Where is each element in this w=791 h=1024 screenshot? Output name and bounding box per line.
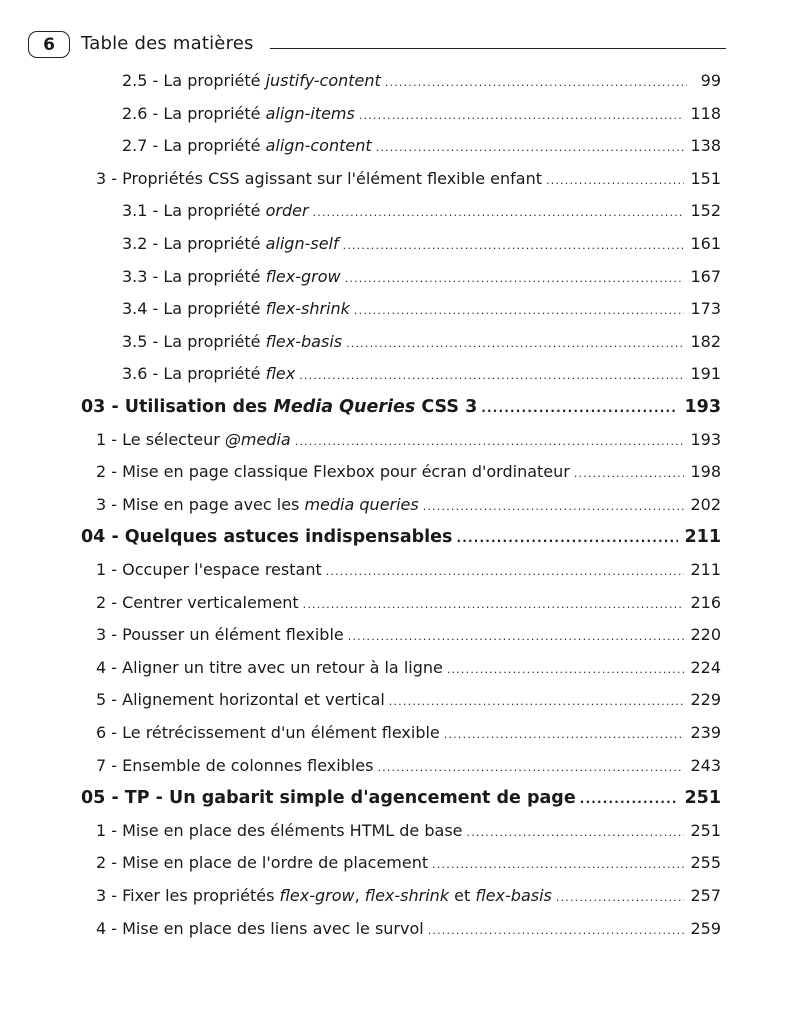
toc-entry-title-part: 3.3 - La propriété [122,266,266,286]
toc-entry[interactable] [96,593,721,617]
header-rule [270,48,726,49]
toc-entry-title [96,560,322,579]
page-number-badge: 6 [28,31,70,58]
toc-entry-title-italic: align-items [265,103,355,123]
toc-entry-title [96,462,570,481]
toc-entry[interactable] [96,919,721,943]
toc-page-number: 243 [690,755,721,775]
toc-entry-title [96,853,428,872]
toc-dot-leader [326,565,685,578]
toc-entry-title-italic: @media [224,429,291,449]
toc-entry-title-part: 05 - TP - Un gabarit simple d'agencement de page [81,788,576,809]
toc-page-number: 193 [684,397,721,417]
toc-dot-leader [580,792,679,806]
toc-page-number: 259 [690,918,721,938]
toc-entry-title-part: 1 - Le sélecteur [96,429,225,449]
toc-entry[interactable] [96,430,721,454]
toc-dot-leader [343,239,685,252]
toc-dot-leader [481,401,678,415]
toc-dot-leader [303,598,685,611]
toc-dot-leader [447,663,685,676]
toc-page-number: 167 [690,266,721,286]
toc-entry-title-italic: align-content [265,136,372,156]
toc-dot-leader [295,435,685,448]
toc-entry-title-part: 2.5 - La propriété [122,71,266,90]
toc-entry-title [96,919,424,938]
toc-entry-title-part: 3.5 - La propriété [122,331,266,351]
toc-dot-leader [556,891,685,904]
toc-entry[interactable] [96,495,721,519]
toc-entry[interactable] [96,560,721,584]
toc-page-number: 220 [690,625,721,645]
toc-entry[interactable] [122,267,721,291]
toc-dot-leader [346,337,684,350]
toc-entry[interactable] [96,169,721,193]
toc-entry-title [122,234,339,253]
toc-entry-title [81,397,477,417]
toc-entry-title [96,430,291,449]
toc-entry-title-italic: flex [265,364,296,384]
toc-dot-leader [385,76,687,89]
toc-entry[interactable] [122,201,721,225]
toc-page-number: 224 [690,657,721,677]
toc-dot-leader [467,826,685,839]
toc-entry[interactable] [122,104,721,128]
toc-page-number: 138 [690,136,721,156]
toc-dot-leader [444,728,685,741]
toc-page-number: 151 [690,168,721,188]
toc-entry[interactable] [81,788,721,812]
toc-page-number: 182 [690,331,721,351]
toc-page-number: 118 [690,103,721,123]
toc-page-number: 251 [690,820,721,840]
toc-entry-title-italic: flex-grow [265,266,341,286]
toc-entry[interactable] [122,234,721,258]
toc-page-number: 251 [684,788,721,809]
toc-entry[interactable] [96,756,721,780]
toc-page-number: 173 [690,299,721,319]
toc-entry-title [96,690,385,709]
toc-page-number: 255 [690,853,721,873]
toc-entry-title [96,756,373,775]
toc-entry[interactable] [81,527,721,551]
toc-entry-title-part: 3.2 - La propriété [122,234,266,253]
toc-entry-title-part: 2.7 - La propriété [122,136,266,156]
toc-entry[interactable] [96,821,721,845]
toc-entry-title-part: 7 - Ensemble de colonnes flexibles [96,755,374,775]
toc-page-number: 198 [690,462,721,482]
toc-entry-title-part: 3 - Mise en page avec les [96,494,305,514]
toc-entry-title [96,593,299,612]
toc-entry-title [96,821,463,840]
toc-dot-leader [423,500,685,513]
toc-entry-title-italic: justify-content [265,71,381,90]
toc-page-number: 99 [700,71,721,90]
toc-entry-title [122,104,355,123]
toc-entry-title [122,201,309,220]
toc-page-number: 161 [690,234,721,253]
toc-dot-leader [299,369,684,382]
toc-dot-leader [376,141,685,154]
toc-entry-title-italic: flex-grow [279,886,355,905]
toc-page-number: 193 [690,429,721,449]
toc-entry-title [81,788,576,808]
toc-entry[interactable] [122,364,721,388]
toc-entry-title-part: 4 - Mise en place des liens avec le survol [96,918,424,938]
toc-entry-title-italic: align-self [265,234,339,253]
toc-entry-title-part: et [449,886,476,905]
toc-page-number: 239 [690,723,721,742]
page-title: Table des matières [81,33,254,54]
toc-dot-leader [359,109,685,122]
toc-dot-leader [389,695,685,708]
toc-entry-title-part: 3 - Fixer les propriétés [96,886,280,905]
toc-entry-title-part: , [354,886,365,905]
toc-entry-title [122,136,372,155]
toc-entry[interactable] [96,690,721,714]
toc-entry-title [122,267,341,286]
toc-dot-leader [432,858,684,871]
toc-entry-title-italic: flex-basis [475,886,552,905]
toc-entry-title [81,527,452,547]
toc-entry-title-italic: flex-shrink [265,299,350,319]
toc-entry-title-italic: order [265,201,309,221]
toc-entry-title-part: 3.6 - La propriété [122,364,266,384]
toc-entry-title-part: 4 - Aligner un titre avec un retour à la ligne [96,657,443,677]
toc-dot-leader [574,467,685,480]
toc-entry-title [122,299,350,318]
toc-entry-title-italic: media queries [304,494,419,514]
toc-page-number: 211 [684,527,721,548]
toc-entry-title-part: CSS 3 [415,397,478,417]
toc-entry[interactable] [81,397,721,421]
toc-entry-title-italic: flex-basis [265,331,343,351]
toc-entry-title-part: 03 - Utilisation des [81,397,274,417]
toc-page-number: 152 [690,201,721,221]
toc-dot-leader [348,630,685,643]
toc-entry[interactable] [96,886,721,910]
toc-entry-title [96,169,542,188]
toc-entry[interactable] [96,658,721,682]
toc-entry[interactable] [122,299,721,323]
toc-entry-title [122,332,342,351]
toc-entry-title-part: 1 - Occuper l'espace restant [96,560,322,579]
toc-entry-title-part: 1 - Mise en place des éléments HTML de base [96,820,463,840]
toc-entry-title-part: 6 - Le rétrécissement d'un élément flexible [96,723,440,742]
toc-entry-title-part: 2.6 - La propriété [122,103,266,123]
toc-entry-title [96,625,344,644]
toc-entry[interactable] [122,136,721,160]
toc-entry-title-part: 2 - Mise en place de l'ordre de placement [96,853,429,873]
toc-page-number: 257 [690,886,721,905]
toc-dot-leader [377,761,684,774]
toc-entry-title-part: 2 - Mise en page classique Flexbox pour écran d'ordinateur [96,462,570,482]
toc-page-number: 211 [690,560,721,579]
toc-page-number: 216 [690,592,721,612]
toc-dot-leader [345,272,685,285]
toc-entry-title-part: 04 - Quelques astuces indispensables [81,527,453,548]
toc-entry-title-part: 3 - Propriétés CSS agissant sur l'élément flexible enfant [96,168,542,188]
toc-page-number: 202 [690,494,721,514]
toc-entry[interactable] [122,71,721,95]
toc-dot-leader [546,174,684,187]
toc-entry-title [96,495,419,514]
toc-entry-title [96,658,443,677]
toc-dot-leader [456,531,678,545]
toc-entry-title [96,886,552,905]
toc-entry[interactable] [122,332,721,356]
toc-entry[interactable] [96,462,721,486]
toc-entry-title-italic: Media Queries [273,397,416,417]
toc-entry-title [96,723,440,742]
page-header [28,31,726,61]
toc-entry-title [122,71,381,90]
toc-entry-title-italic: flex-shrink [364,886,450,905]
toc-entry-title-part: 5 - Alignement horizontal et vertical [96,690,385,710]
toc-dot-leader [313,206,685,219]
toc-dot-leader [428,924,685,937]
toc-page-number: 229 [690,690,721,710]
toc-entry-title-part: 3.4 - La propriété [122,299,266,319]
toc-entry[interactable] [96,853,721,877]
toc-entry-title-part: 3.1 - La propriété [122,201,266,221]
toc-entry-title-part: 2 - Centrer verticalement [96,592,299,612]
toc-entry-title-part: 3 - Pousser un élément flexible [96,625,344,645]
toc-dot-leader [354,304,685,317]
toc-entry-title [122,364,295,383]
toc-entry[interactable] [96,723,721,747]
toc-page-number: 191 [690,364,721,384]
toc-entry[interactable] [96,625,721,649]
